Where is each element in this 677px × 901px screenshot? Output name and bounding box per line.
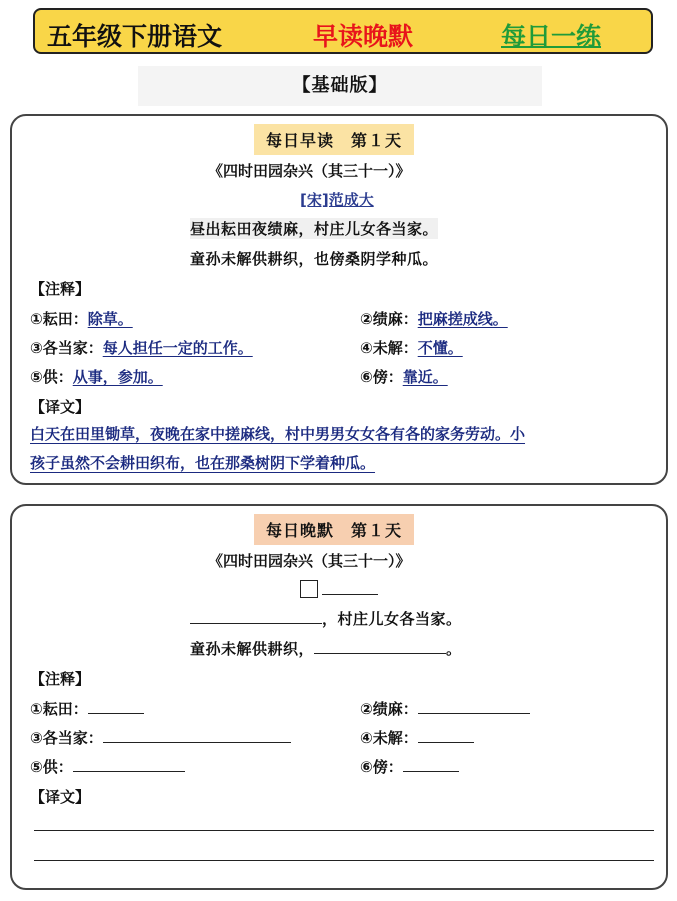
note-item: [360, 756, 459, 777]
translation-line-1: 白天在田里锄草，夜晚在家中搓麻线，村中男男女女各有各的家务劳动。小: [30, 425, 526, 443]
fill-blank[interactable]: [314, 638, 446, 654]
note-answer: 除草。: [87, 310, 133, 328]
translation-blank-line[interactable]: [34, 860, 654, 861]
author-blank-line[interactable]: [322, 579, 378, 595]
fill-blank[interactable]: [73, 756, 185, 772]
note-item: [30, 727, 291, 748]
note-item: [360, 727, 474, 748]
poem-title: 《四时田园杂兴（其三十一）》: [208, 162, 411, 180]
edition-label: 【基础版】: [138, 66, 542, 106]
translation-blank-line[interactable]: [34, 830, 654, 831]
note-item: [30, 308, 133, 329]
fill-blank[interactable]: [403, 756, 459, 772]
poem-line-2: [190, 248, 438, 269]
grade-title: 五年级下册语文: [47, 22, 223, 51]
note-term: ⑤供：: [30, 758, 73, 776]
note-term: ③各当家：: [30, 339, 103, 357]
note-term: ⑥傍：: [360, 758, 403, 776]
note-item: [360, 698, 530, 719]
note-term: ③各当家：: [30, 729, 103, 747]
note-term: ⑥傍：: [360, 368, 403, 386]
note-item: [30, 756, 185, 777]
evening-day-label: 每日晚默 第１天: [254, 514, 414, 545]
note-answer: 每人担任一定的工作。: [102, 339, 253, 357]
poem-line-2: [190, 638, 462, 659]
translation-heading: 【译文】: [30, 788, 91, 806]
note-item: [360, 308, 508, 329]
note-item: [30, 337, 253, 358]
poem-line-2-end: 。: [446, 640, 462, 658]
reading-title: 早读晚默: [313, 22, 414, 51]
note-term: ②绩麻：: [360, 700, 418, 718]
fill-blank[interactable]: [418, 727, 474, 743]
daily-title: 每日一练: [501, 22, 602, 51]
notes-heading: 【注释】: [30, 280, 91, 298]
note-item: [360, 337, 463, 358]
fill-blank[interactable]: [190, 608, 322, 624]
fill-blank[interactable]: [418, 698, 530, 714]
poem-author: [宋]范成大: [300, 191, 374, 209]
note-answer: 不懂。: [417, 339, 463, 357]
author-blank[interactable]: [300, 579, 378, 599]
note-term: ②绩麻：: [360, 310, 418, 328]
morning-day-label: 每日早读 第１天: [254, 124, 414, 155]
dynasty-box[interactable]: [300, 580, 318, 598]
note-term: ④未解：: [360, 729, 418, 747]
poem-line-2-start: 童孙未解供耕织，: [190, 640, 315, 658]
note-answer: 从事，参加。: [72, 368, 163, 386]
poem-line-1-end: ，村庄儿女各当家。: [322, 610, 462, 628]
note-term: ①耘田：: [30, 700, 88, 718]
header-banner: [33, 8, 653, 54]
note-answer: 靠近。: [402, 368, 448, 386]
translation-line-2: 孩子虽然不会耕田织布，也在那桑树阴下学着种瓜。: [30, 454, 376, 472]
fill-blank[interactable]: [88, 698, 144, 714]
notes-heading: 【注释】: [30, 670, 91, 688]
evening-dictation-card: [10, 504, 668, 890]
poem-line-1: 昼出耘田夜绩麻，村庄儿女各当家。: [190, 220, 439, 238]
poem-line-2-text: 童孙未解供耕织，也傍桑阴学种瓜。: [190, 250, 439, 268]
note-answer: 把麻搓成线。: [417, 310, 508, 328]
note-item: [360, 366, 448, 387]
morning-reading-card: [10, 114, 668, 485]
poem-line-1: [190, 608, 462, 629]
note-term: ⑤供：: [30, 368, 73, 386]
note-item: [30, 698, 144, 719]
translation-heading: 【译文】: [30, 398, 91, 416]
fill-blank[interactable]: [103, 727, 291, 743]
translation-text: [30, 420, 660, 478]
note-item: [30, 366, 163, 387]
note-term: ④未解：: [360, 339, 418, 357]
poem-title: 《四时田园杂兴（其三十一）》: [208, 552, 411, 570]
note-term: ①耘田：: [30, 310, 88, 328]
